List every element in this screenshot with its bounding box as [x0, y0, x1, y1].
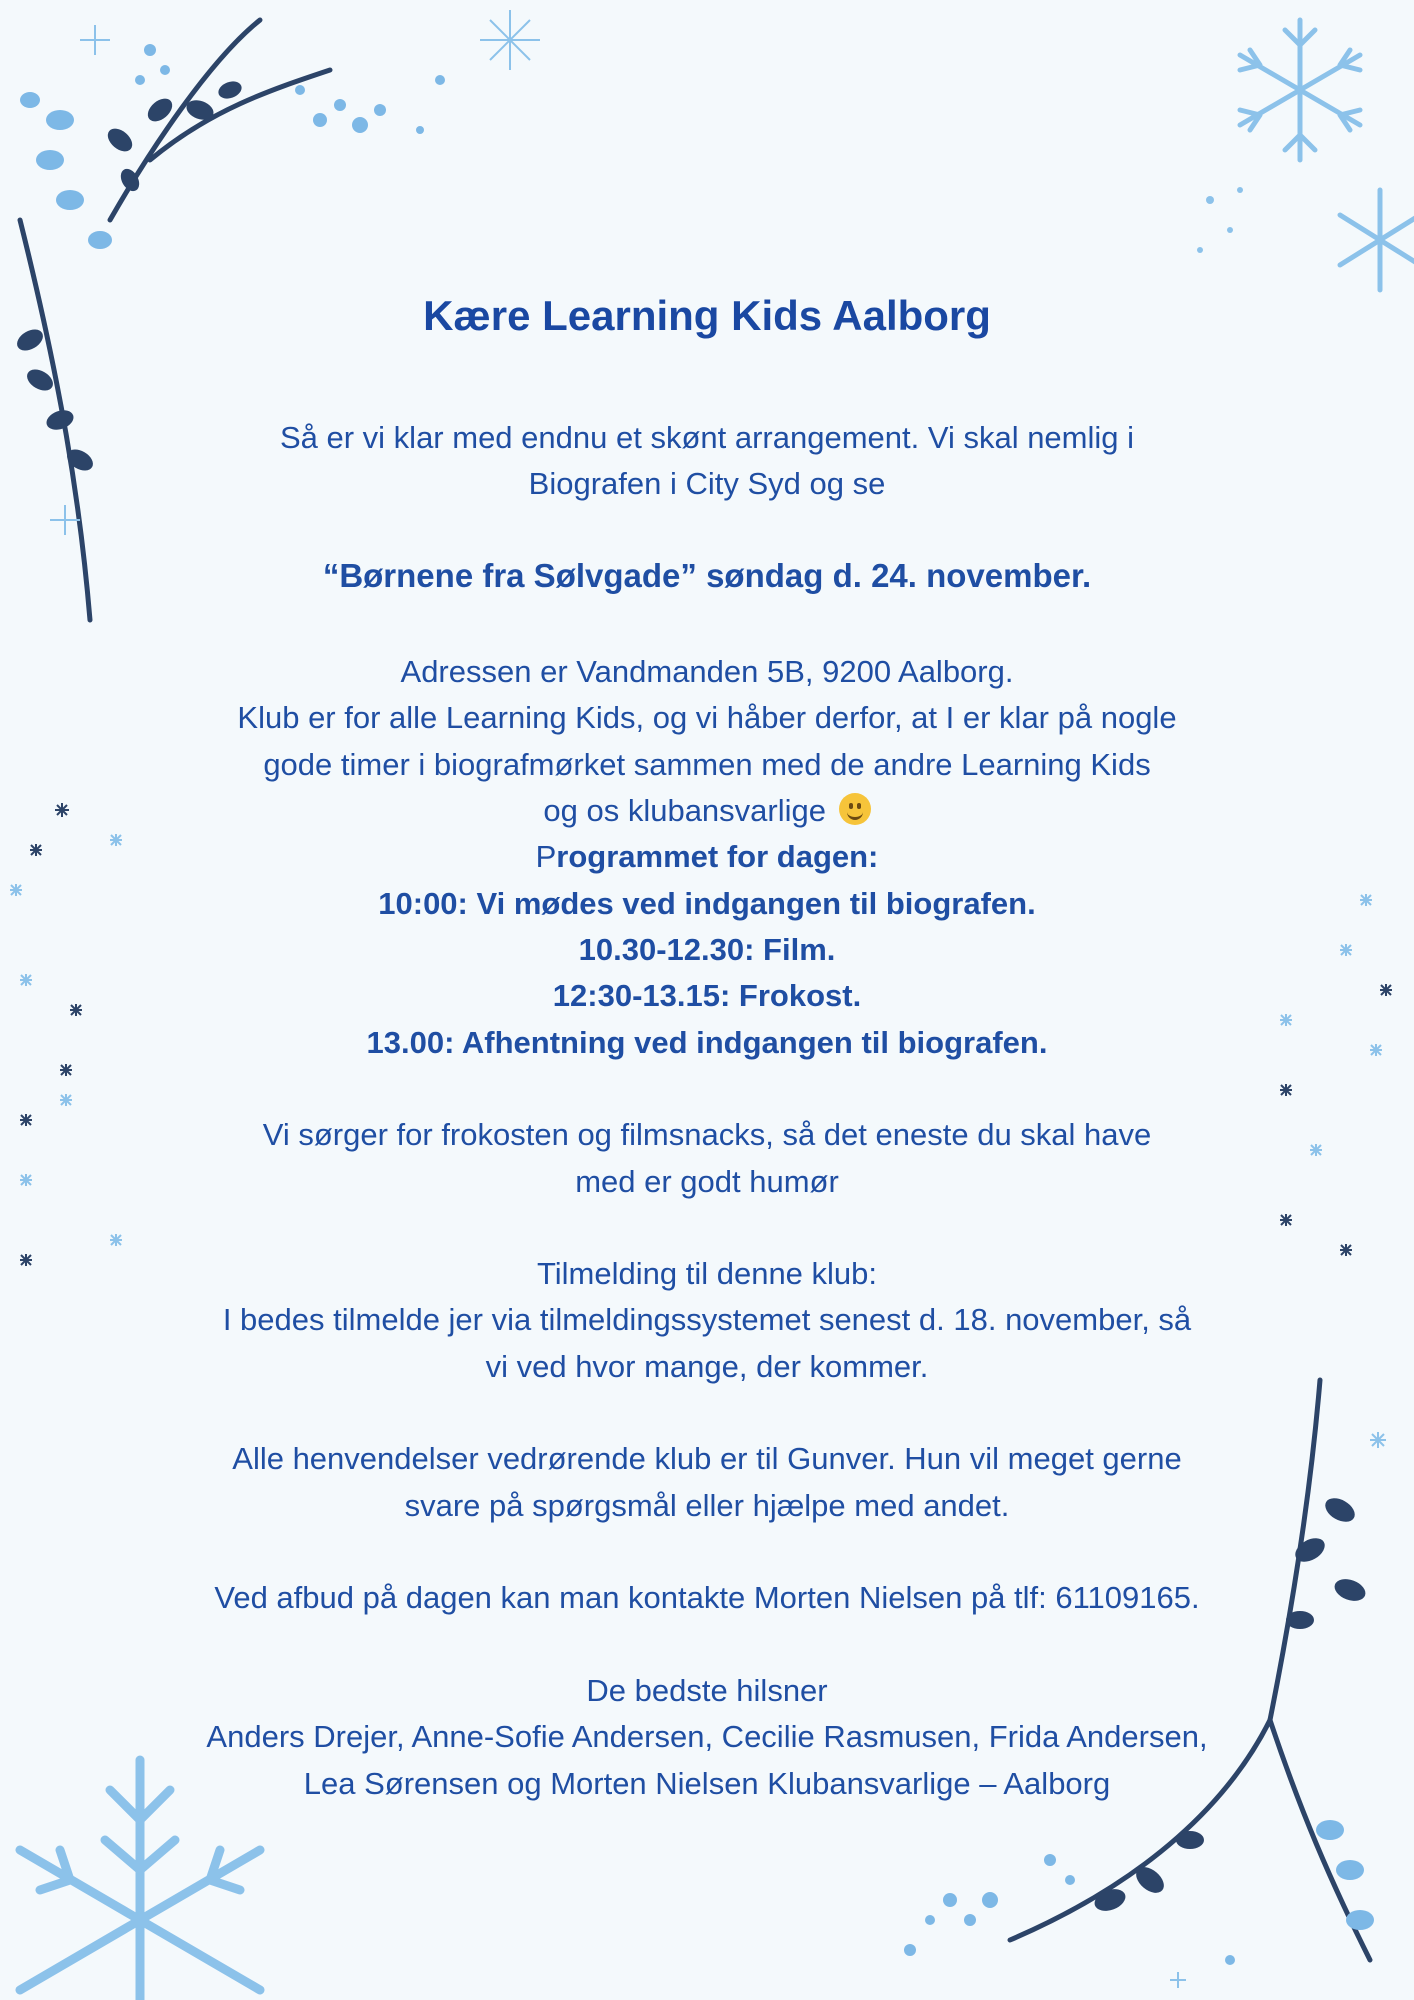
address-line: Adressen er Vandmanden 5B, 9200 Aalborg. — [400, 654, 1014, 689]
snacks-line-1: Vi sørger for frokosten og filmsnacks, så det eneste du skal have — [262, 1117, 1152, 1152]
intro-line-2: Biografen i City Syd og se — [528, 466, 886, 501]
signup-heading: Tilmelding til denne klub: — [536, 1256, 878, 1291]
program-heading-first-letter: P — [535, 839, 557, 874]
program-item: 12:30-13.15: Frokost. — [552, 978, 862, 1013]
program-heading — [0, 839, 1414, 875]
signers-line-2: Lea Sørensen og Morten Nielsen Klubansvarlige – Aalborg — [303, 1766, 1111, 1801]
program-item: 10:00: Vi mødes ved indgangen til biografen. — [378, 886, 1036, 921]
contact-line-2: svare på spørgsmål eller hjælpe med andet. — [404, 1488, 1010, 1523]
signup-line-1: I bedes tilmelde jer via tilmeldingssystemet senest d. 18. november, så — [222, 1302, 1192, 1337]
left-snow-sparkles-decoration — [0, 760, 140, 1280]
snacks-line-2: med er godt humør — [575, 1164, 839, 1199]
club-line-1: Klub er for alle Learning Kids, og vi håber derfor, at I er klar på nogle — [237, 700, 1177, 735]
program-item: 10.30-12.30: Film. — [578, 932, 836, 967]
club-line-3-text: og os klubansvarlige — [543, 793, 826, 828]
intro-line-1: Så er vi klar med endnu et skønt arrangement. Vi skal nemlig i — [279, 420, 1135, 455]
greeting-line: De bedste hilsner — [586, 1673, 828, 1708]
program-heading-rest: rogrammet for dagen: — [556, 839, 879, 874]
cancel-line: Ved afbud på dagen kan man kontakte Morten Nielsen på tlf: 61109165. — [214, 1580, 1200, 1615]
contact-line-1: Alle henvendelser vedrørende klub er til Gunver. Hun vil meget gerne — [232, 1441, 1182, 1476]
smile-emoji-icon — [839, 793, 871, 825]
top-right-snowflakes-decoration — [1180, 0, 1414, 300]
club-line-3 — [0, 793, 1414, 829]
movie-line: “Børnene fra Sølvgade” søndag d. 24. november. — [322, 557, 1092, 594]
club-line-2: gode timer i biografmørket sammen med de andre Learning Kids — [263, 747, 1151, 782]
signup-line-2: vi ved hvor mange, der kommer. — [485, 1349, 929, 1384]
signers-line-1: Anders Drejer, Anne-Sofie Andersen, Cecilie Rasmusen, Frida Andersen, — [206, 1719, 1208, 1754]
program-item: 13.00: Afhentning ved indgangen til biografen. — [366, 1025, 1048, 1060]
letter-title: Kære Learning Kids Aalborg — [423, 292, 991, 339]
